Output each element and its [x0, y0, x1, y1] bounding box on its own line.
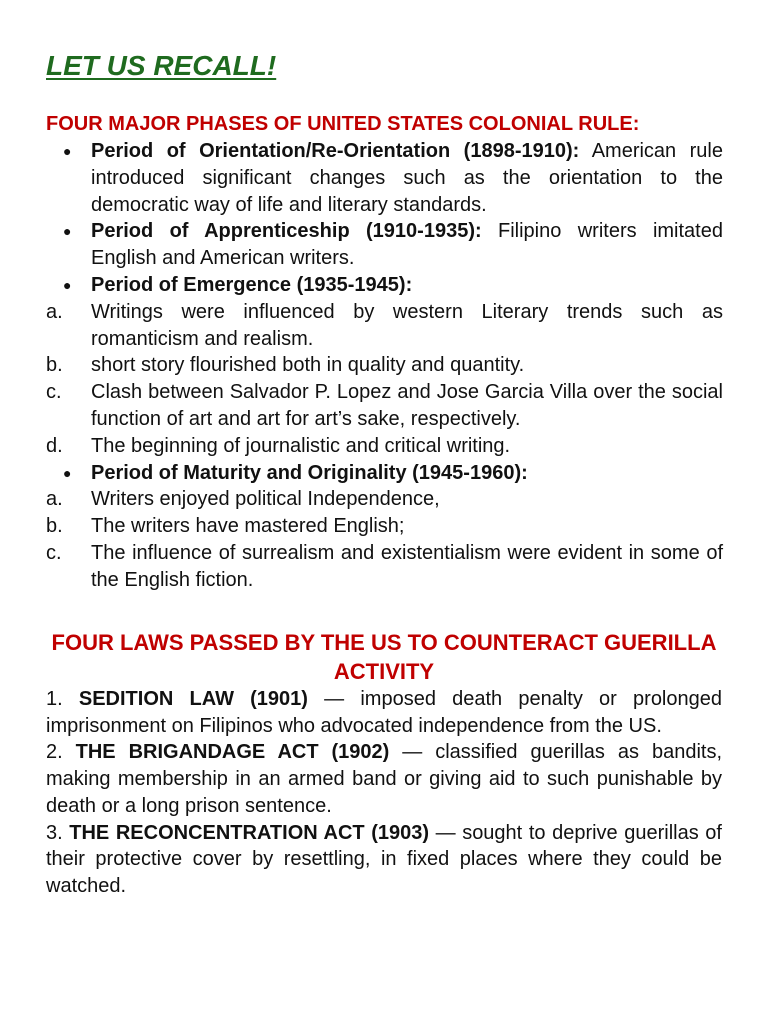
bullet-icon: ●: [63, 223, 72, 240]
list-item: [0, 433, 768, 460]
phase-apprenticeship: [0, 218, 768, 272]
list-item: [0, 352, 768, 379]
list-item-text: short story flourished both in quality and quantity.: [91, 354, 525, 377]
list-item: [0, 299, 768, 353]
law-item: [46, 686, 722, 739]
law-name: THE RECONCENTRATION ACT (1903): [69, 821, 430, 844]
phase-maturity-label: Period of Maturity and Originality (1945-1960):: [91, 461, 528, 484]
phases-list: [0, 138, 768, 594]
list-letter: a.: [46, 488, 63, 511]
phase-orientation-text: [91, 138, 723, 218]
phase-apprenticeship-description: Filipino writers imitated English and American writers.: [91, 220, 723, 270]
list-item-text: The beginning of journalistic and critical writing.: [91, 434, 511, 457]
page-title: LET US RECALL!: [46, 50, 277, 81]
law-item: [46, 739, 722, 819]
bullet-icon: ●: [63, 143, 72, 159]
phases-heading: FOUR MAJOR PHASES OF UNITED STATES COLONIAL RULE:: [46, 113, 640, 135]
list-letter: b.: [46, 515, 63, 538]
list-item-text: Clash between Salvador P. Lopez and Jose Garcia Villa over the social function of art and art for art’s sake, respectively.: [91, 381, 723, 430]
list-letter: c.: [46, 381, 62, 404]
phase-apprenticeship-text: [91, 218, 723, 272]
laws-list: [46, 686, 722, 900]
list-item: [0, 486, 768, 513]
law-description: — classified guerillas as bandits, making membership in an armed band or giving aid to such punishable by death or a long prison sentence.: [46, 741, 722, 817]
phase-emergence-label: Period of Emergence (1935-1945):: [91, 273, 413, 296]
bullet-icon: ●: [63, 464, 72, 481]
phase-maturity: [0, 460, 768, 487]
list-item-text: The influence of surrealism and existentialism were evident in some of the English fiction.: [91, 541, 723, 591]
phase-apprenticeship-label: Period of Apprenticeship (1910-1935):: [91, 220, 482, 243]
list-letter: a.: [46, 300, 63, 323]
list-item: [0, 379, 768, 433]
list-item-text: Writings were influenced by western Literary trends such as romanticism and realism.: [91, 300, 723, 350]
list-item-text: Writers enjoyed political Independence,: [91, 488, 440, 511]
list-item: [0, 513, 768, 540]
law-number: 1.: [46, 688, 79, 710]
list-letter: b.: [46, 354, 63, 377]
laws-heading: FOUR LAWS PASSED BY THE US TO COUNTERACT GUERILLA ACTIVITY: [51, 630, 717, 684]
bullet-icon: ●: [63, 276, 72, 293]
law-number: 2.: [46, 741, 76, 764]
phase-orientation-description: American rule introduced significant changes such as the orientation to the democratic way of life and literary standards.: [91, 140, 723, 216]
list-item-text: The writers have mastered English;: [91, 515, 405, 538]
phase-orientation: [0, 138, 768, 218]
law-number: 3.: [46, 821, 70, 844]
law-name: THE BRIGANDAGE ACT (1902): [75, 741, 390, 764]
list-letter: d.: [46, 434, 63, 457]
phase-orientation-label: Period of Orientation/Re-Orientation (1898-1910):: [91, 140, 580, 162]
list-letter: c.: [46, 541, 62, 564]
law-item: [46, 820, 722, 900]
law-description: — imposed death penalty or prolonged imprisonment on Filipinos who advocated independence from the US.: [46, 688, 722, 737]
phase-emergence: [0, 272, 768, 299]
list-item: [0, 540, 768, 594]
law-name: SEDITION LAW (1901): [78, 688, 308, 710]
law-description: — sought to deprive guerillas of their protective cover by resettling, in fixed places where they could be watched.: [46, 821, 722, 897]
